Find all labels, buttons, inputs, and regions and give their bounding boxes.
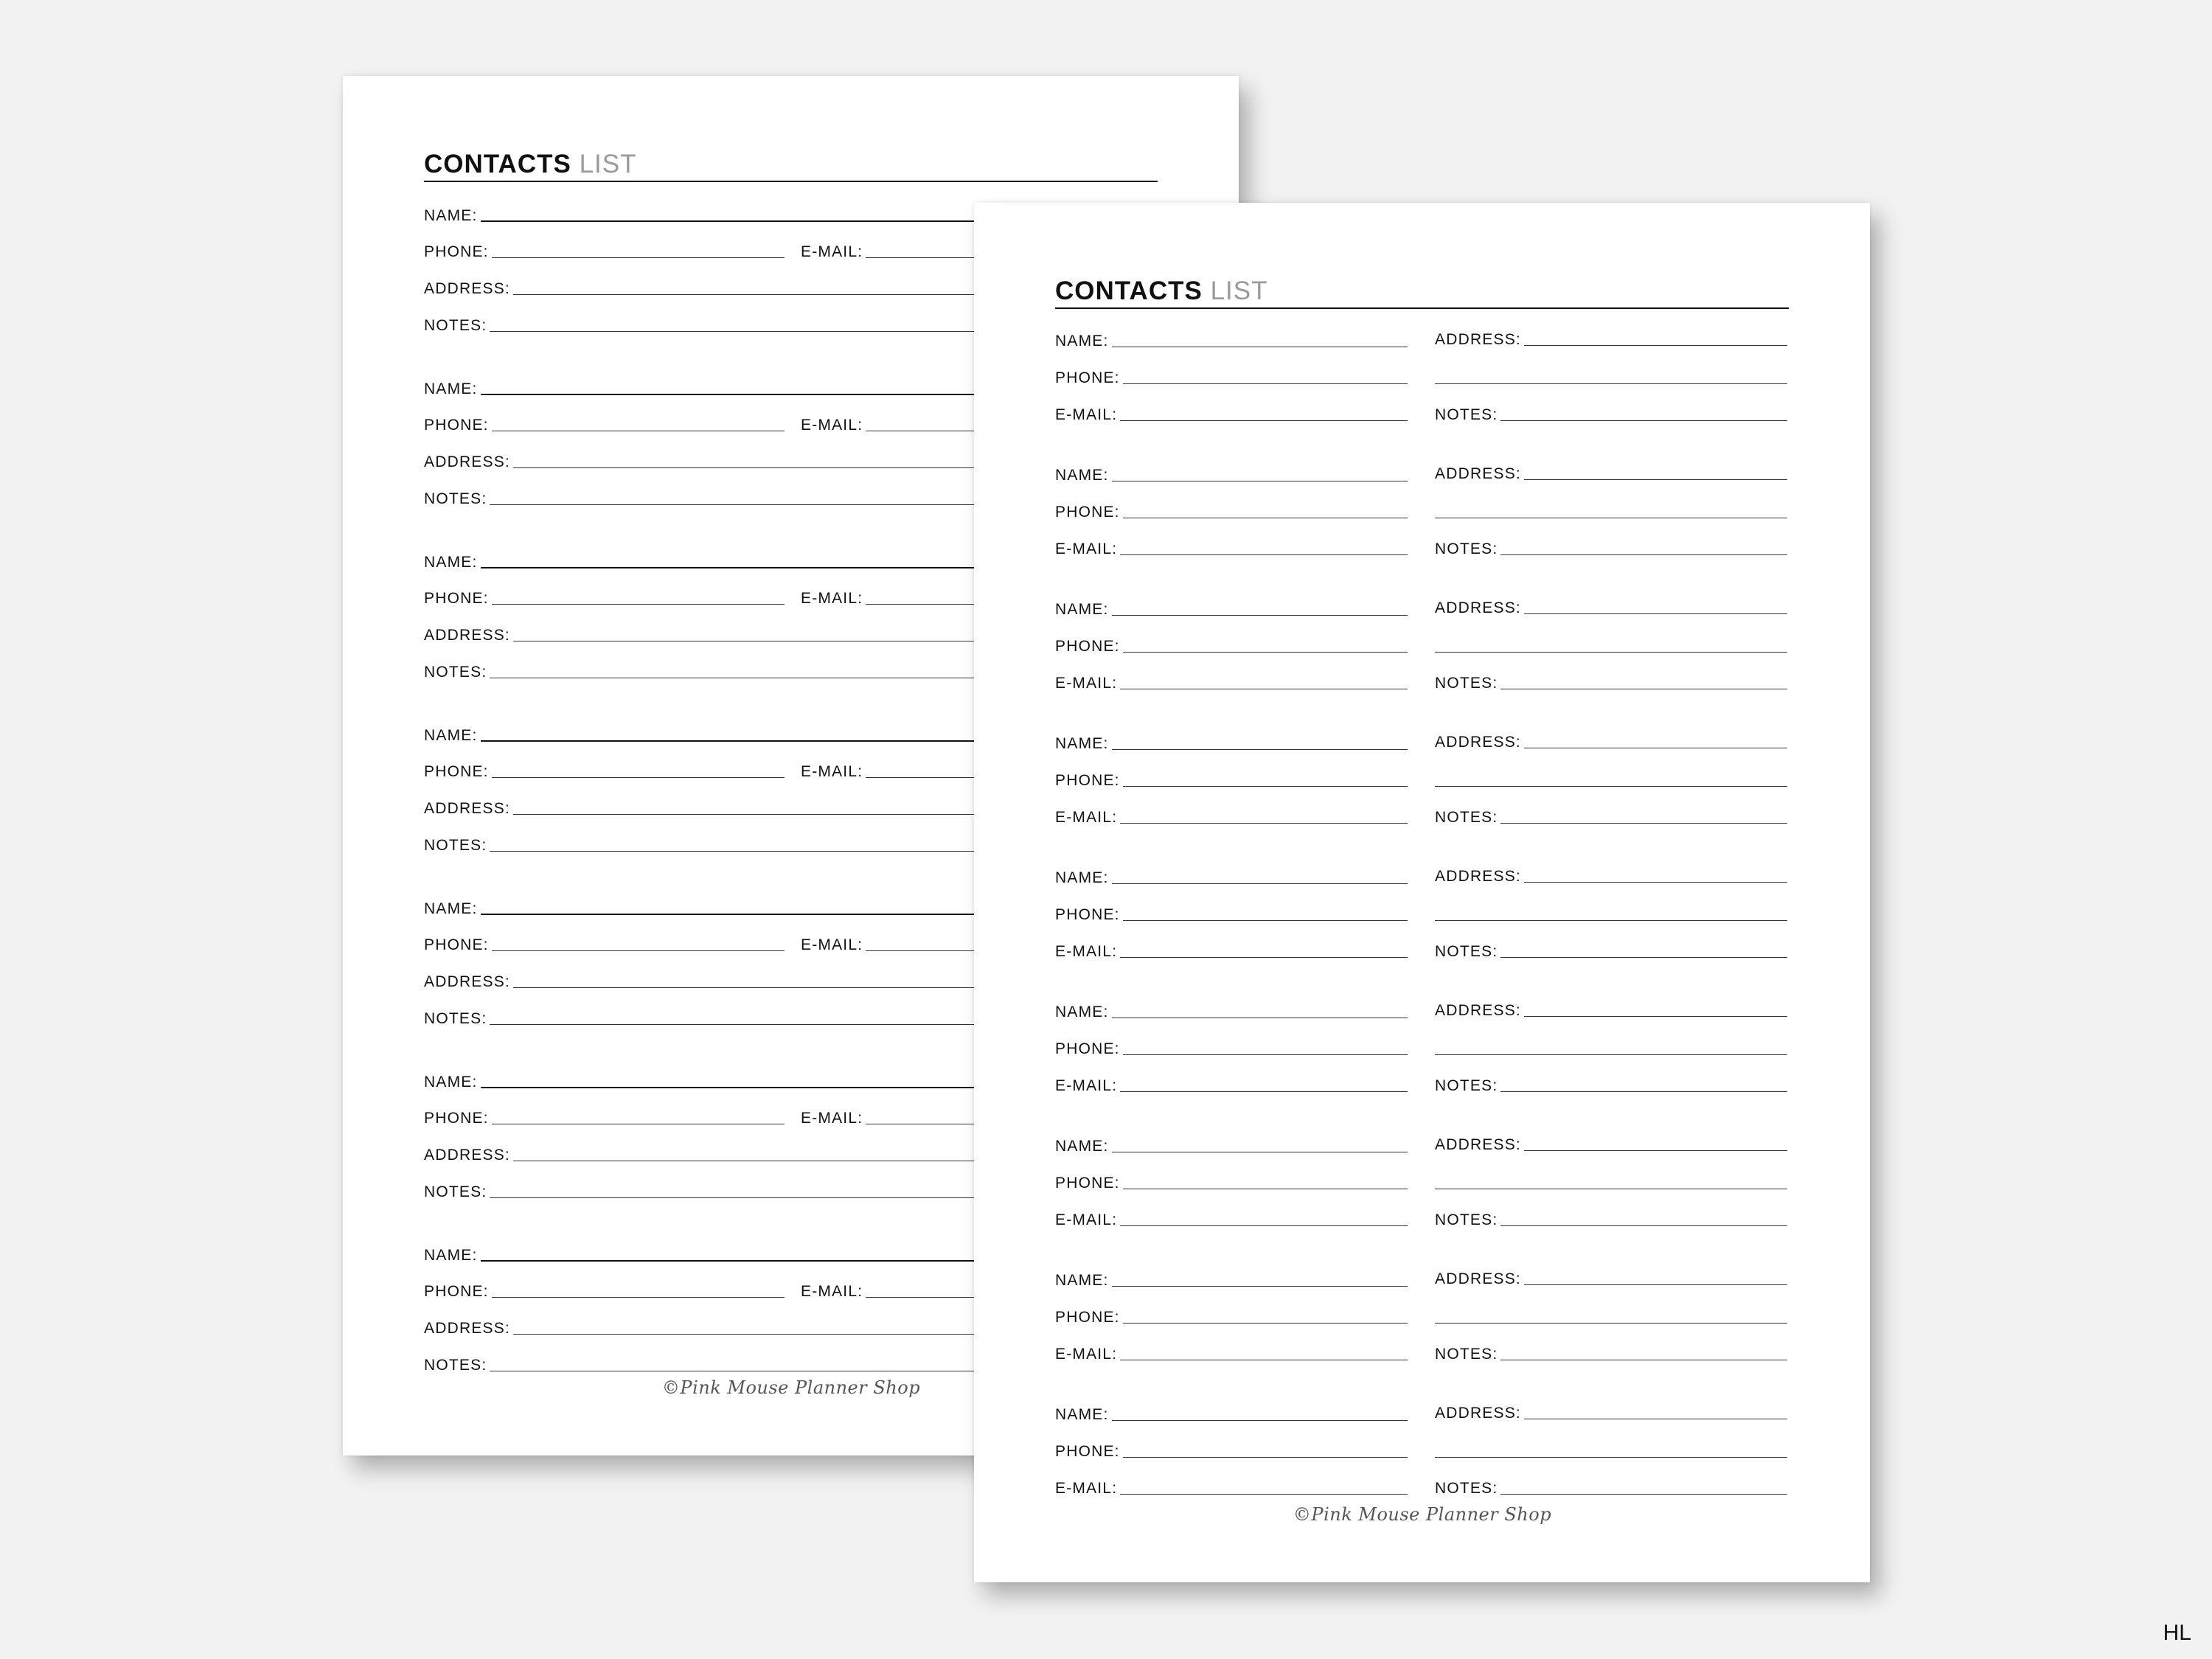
phone-field[interactable]	[1055, 1304, 1408, 1326]
name-field-label: NAME:	[1055, 735, 1109, 752]
phone-field-line[interactable]	[492, 589, 785, 605]
name-field[interactable]	[1055, 1133, 1408, 1155]
phone-field-label: PHONE:	[424, 590, 489, 607]
phone-field-line[interactable]	[1123, 1308, 1408, 1324]
address-field-label: ADDRESS:	[1435, 868, 1521, 885]
email-field-label: E-MAIL:	[1055, 943, 1118, 960]
email-field-label: E-MAIL:	[1055, 809, 1118, 826]
email-field-label: E-MAIL:	[1055, 406, 1118, 423]
title-light: LIST	[579, 150, 637, 178]
notes-field-line[interactable]	[1500, 1077, 1787, 1092]
sheet-title	[424, 148, 1158, 182]
title-light: LIST	[1210, 276, 1268, 305]
address-field-label: ADDRESS:	[1435, 1405, 1521, 1422]
address-field-line[interactable]	[1524, 733, 1787, 748]
phone-field-line[interactable]	[492, 1282, 785, 1298]
address-field-line[interactable]	[1524, 1270, 1787, 1285]
address-extra-line-line[interactable]	[1435, 1308, 1787, 1324]
address-field-label: ADDRESS:	[424, 800, 510, 817]
address-field-label: ADDRESS:	[1435, 331, 1521, 348]
email-field-line[interactable]	[1120, 1479, 1408, 1495]
email-field[interactable]	[1055, 536, 1408, 558]
name-field-line[interactable]	[1112, 332, 1408, 347]
name-field-line[interactable]	[1112, 734, 1408, 750]
phone-field[interactable]	[424, 239, 785, 261]
phone-field-label: PHONE:	[1055, 1309, 1120, 1326]
phone-field-label: PHONE:	[1055, 638, 1120, 655]
address-extra-line[interactable]	[1435, 499, 1787, 521]
email-field-line[interactable]	[1120, 942, 1408, 958]
address-field-line[interactable]	[1524, 1135, 1787, 1151]
notes-field-label: NOTES:	[424, 317, 487, 334]
email-field-line[interactable]	[1120, 540, 1408, 555]
address-extra-line-line[interactable]	[1435, 1442, 1787, 1458]
address-field-line[interactable]	[1524, 867, 1787, 883]
email-field-label: E-MAIL:	[1055, 1211, 1118, 1228]
address-field[interactable]	[1435, 729, 1787, 751]
name-field[interactable]	[1055, 731, 1408, 753]
email-field-label: E-MAIL:	[801, 1110, 863, 1127]
phone-field-label: PHONE:	[424, 936, 489, 953]
name-field-line[interactable]	[1112, 466, 1408, 481]
email-field-line[interactable]	[1120, 808, 1408, 824]
name-field-label: NAME:	[1055, 467, 1109, 484]
phone-field-line[interactable]	[492, 762, 785, 778]
name-field-label: NAME:	[1055, 1272, 1109, 1289]
address-extra-line-line[interactable]	[1435, 771, 1787, 787]
name-field[interactable]	[1055, 1402, 1408, 1424]
address-field-label: ADDRESS:	[1435, 734, 1521, 751]
email-field-label: E-MAIL:	[1055, 1077, 1118, 1094]
email-field[interactable]	[1055, 1475, 1408, 1498]
address-field[interactable]	[1435, 863, 1787, 886]
phone-field-line[interactable]	[1123, 1442, 1408, 1458]
copyright-footer: ©Pink Mouse Planner Shop	[1293, 1504, 1552, 1525]
phone-field[interactable]	[1055, 1036, 1408, 1058]
phone-field-label: PHONE:	[424, 763, 489, 780]
phone-field[interactable]	[424, 1105, 785, 1127]
notes-field-line[interactable]	[1500, 674, 1787, 689]
address-extra-line-line[interactable]	[1435, 1040, 1787, 1055]
notes-field[interactable]	[1435, 939, 1787, 961]
notes-field[interactable]	[1435, 1475, 1787, 1498]
email-field-label: E-MAIL:	[801, 417, 863, 434]
address-field-label: ADDRESS:	[1435, 1136, 1521, 1153]
name-field-label: NAME:	[1055, 869, 1109, 886]
email-field[interactable]	[1055, 1073, 1408, 1095]
email-field[interactable]	[1055, 1207, 1408, 1229]
name-field-label: NAME:	[424, 727, 478, 744]
name-field-line[interactable]	[1112, 869, 1408, 884]
phone-field-line[interactable]	[1123, 637, 1408, 653]
notes-field-line[interactable]	[1500, 406, 1787, 421]
address-field-label: ADDRESS:	[424, 973, 510, 990]
name-field-line[interactable]	[1112, 600, 1408, 616]
name-field-label: NAME:	[424, 380, 478, 397]
notes-field[interactable]	[1435, 670, 1787, 692]
phone-field-label: PHONE:	[1055, 1443, 1120, 1460]
name-field[interactable]	[1055, 1267, 1408, 1290]
name-field[interactable]	[1055, 865, 1408, 887]
name-field[interactable]	[1055, 462, 1408, 484]
notes-field-line[interactable]	[1500, 540, 1787, 555]
address-field-label: ADDRESS:	[1435, 1002, 1521, 1019]
name-field-line[interactable]	[1112, 1003, 1408, 1018]
email-field-line[interactable]	[1120, 1211, 1408, 1226]
address-field-label: ADDRESS:	[1435, 1270, 1521, 1287]
phone-field-label: PHONE:	[424, 1283, 489, 1300]
email-field-line[interactable]	[1120, 406, 1408, 421]
email-field-label: E-MAIL:	[801, 590, 863, 607]
phone-field[interactable]	[424, 1279, 785, 1301]
phone-field-line[interactable]	[492, 416, 785, 431]
email-field-line[interactable]	[1120, 674, 1408, 689]
notes-field-label: NOTES:	[1435, 675, 1498, 692]
name-field-line[interactable]	[1112, 1405, 1408, 1421]
notes-field-label: NOTES:	[424, 1183, 487, 1200]
address-field-label: ADDRESS:	[424, 1147, 510, 1164]
notes-field-line[interactable]	[1500, 1211, 1787, 1226]
phone-field[interactable]	[424, 412, 785, 434]
notes-field-label: NOTES:	[1435, 943, 1498, 960]
address-field-line[interactable]	[1524, 1404, 1787, 1419]
address-extra-line-line[interactable]	[1435, 637, 1787, 653]
notes-field-line[interactable]	[1500, 942, 1787, 958]
phone-field-label: PHONE:	[1055, 1175, 1120, 1192]
email-field-label: E-MAIL:	[1055, 1346, 1118, 1363]
name-field-label: NAME:	[1055, 1004, 1109, 1020]
notes-field-label: NOTES:	[1435, 406, 1498, 423]
address-extra-line[interactable]	[1435, 633, 1787, 655]
title-bold: CONTACTS	[424, 150, 571, 178]
phone-field[interactable]	[1055, 768, 1408, 790]
address-extra-line[interactable]	[1435, 1304, 1787, 1326]
name-field[interactable]	[1055, 999, 1408, 1021]
copyright-footer: ©Pink Mouse Planner Shop	[661, 1377, 921, 1398]
name-field[interactable]	[1055, 328, 1408, 350]
phone-field-label: PHONE:	[424, 243, 489, 260]
phone-field[interactable]	[1055, 1170, 1408, 1192]
phone-field[interactable]	[1055, 633, 1408, 655]
address-field-label: ADDRESS:	[424, 453, 510, 470]
phone-field-line[interactable]	[492, 1109, 785, 1124]
address-field-label: ADDRESS:	[1435, 599, 1521, 616]
notes-field-line[interactable]	[1500, 1345, 1787, 1360]
phone-field-label: PHONE:	[1055, 906, 1120, 923]
notes-field[interactable]	[1435, 804, 1787, 827]
notes-field-line[interactable]	[1500, 808, 1787, 824]
notes-field[interactable]	[1435, 1207, 1787, 1229]
notes-field[interactable]	[1435, 536, 1787, 558]
notes-field-label: NOTES:	[424, 490, 487, 507]
email-field-label: E-MAIL:	[801, 1283, 863, 1300]
address-field-label: ADDRESS:	[424, 1320, 510, 1337]
title-bold: CONTACTS	[1055, 276, 1203, 305]
notes-field-label: NOTES:	[424, 664, 487, 681]
notes-field-label: NOTES:	[1435, 540, 1498, 557]
name-field[interactable]	[1055, 597, 1408, 619]
address-extra-line[interactable]	[1435, 1170, 1787, 1192]
phone-field[interactable]	[1055, 1439, 1408, 1461]
email-field[interactable]	[1055, 402, 1408, 424]
sheet-title	[1055, 275, 1789, 309]
notes-field-label: NOTES:	[424, 1357, 487, 1374]
name-field-label: NAME:	[1055, 333, 1109, 349]
phone-field-label: PHONE:	[1055, 369, 1120, 386]
phone-field[interactable]	[424, 585, 785, 608]
name-field-label: NAME:	[1055, 601, 1109, 618]
email-field-line[interactable]	[1120, 1077, 1408, 1092]
email-field[interactable]	[1055, 1341, 1408, 1363]
email-field-label: E-MAIL:	[801, 243, 863, 260]
notes-field-label: NOTES:	[1435, 809, 1498, 826]
phone-field-line[interactable]	[1123, 503, 1408, 518]
phone-field[interactable]	[1055, 365, 1408, 387]
address-extra-line-line[interactable]	[1435, 905, 1787, 921]
phone-field[interactable]	[424, 759, 785, 781]
email-field-label: E-MAIL:	[1055, 540, 1118, 557]
phone-field-line[interactable]	[492, 243, 785, 258]
address-extra-line[interactable]	[1435, 768, 1787, 790]
notes-field-label: NOTES:	[424, 1010, 487, 1027]
email-field[interactable]	[1055, 939, 1408, 961]
address-extra-line-line[interactable]	[1435, 369, 1787, 384]
phone-field[interactable]	[1055, 499, 1408, 521]
phone-field-line[interactable]	[1123, 905, 1408, 921]
phone-field-line[interactable]	[1123, 771, 1408, 787]
address-field[interactable]	[1435, 595, 1787, 617]
phone-field-line[interactable]	[492, 936, 785, 951]
email-field-label: E-MAIL:	[801, 936, 863, 953]
address-field-line[interactable]	[1524, 599, 1787, 614]
phone-field-label: PHONE:	[1055, 1040, 1120, 1057]
address-field-label: ADDRESS:	[424, 280, 510, 297]
address-extra-line-line[interactable]	[1435, 1174, 1787, 1189]
address-extra-line[interactable]	[1435, 902, 1787, 924]
address-field[interactable]	[1435, 327, 1787, 349]
address-extra-line[interactable]	[1435, 365, 1787, 387]
address-field-line[interactable]	[1524, 330, 1787, 346]
email-field[interactable]	[1055, 670, 1408, 692]
notes-field-line[interactable]	[1500, 1479, 1787, 1495]
address-field-line[interactable]	[1524, 465, 1787, 480]
phone-field-line[interactable]	[1123, 1174, 1408, 1189]
address-field-label: ADDRESS:	[424, 627, 510, 644]
notes-field-label: NOTES:	[424, 837, 487, 854]
phone-field-label: PHONE:	[1055, 772, 1120, 789]
notes-field-label: NOTES:	[1435, 1077, 1498, 1094]
name-field-line[interactable]	[1112, 1271, 1408, 1287]
email-field-label: E-MAIL:	[1055, 1480, 1118, 1497]
address-field[interactable]	[1435, 1400, 1787, 1422]
email-field-line[interactable]	[1120, 1345, 1408, 1360]
notes-field-label: NOTES:	[1435, 1480, 1498, 1497]
name-field-label: NAME:	[424, 900, 478, 917]
address-field[interactable]	[1435, 1266, 1787, 1288]
address-extra-line[interactable]	[1435, 1439, 1787, 1461]
corner-tag: HL	[2163, 1621, 2191, 1645]
notes-field[interactable]	[1435, 1341, 1787, 1363]
name-field-label: NAME:	[424, 554, 478, 571]
address-extra-line[interactable]	[1435, 1036, 1787, 1058]
phone-field-label: PHONE:	[1055, 504, 1120, 521]
notes-field-label: NOTES:	[1435, 1346, 1498, 1363]
contacts-sheet-front	[974, 203, 1870, 1582]
name-field-label: NAME:	[424, 207, 478, 224]
name-field-label: NAME:	[1055, 1406, 1109, 1423]
name-field-label: NAME:	[1055, 1138, 1109, 1155]
address-field[interactable]	[1435, 998, 1787, 1020]
email-field-label: E-MAIL:	[1055, 675, 1118, 692]
address-field-label: ADDRESS:	[1435, 465, 1521, 482]
name-field-label: NAME:	[424, 1074, 478, 1091]
phone-field[interactable]	[1055, 902, 1408, 924]
phone-field[interactable]	[424, 932, 785, 954]
email-field-label: E-MAIL:	[801, 763, 863, 780]
address-field[interactable]	[1435, 1132, 1787, 1154]
phone-field-line[interactable]	[1123, 1040, 1408, 1055]
phone-field-line[interactable]	[1123, 369, 1408, 384]
notes-field-label: NOTES:	[1435, 1211, 1498, 1228]
address-extra-line-line[interactable]	[1435, 503, 1787, 518]
phone-field-label: PHONE:	[424, 1110, 489, 1127]
phone-field-label: PHONE:	[424, 417, 489, 434]
notes-field[interactable]	[1435, 402, 1787, 424]
address-field-line[interactable]	[1524, 1001, 1787, 1017]
name-field-line[interactable]	[1112, 1137, 1408, 1152]
name-field-label: NAME:	[424, 1247, 478, 1264]
email-field[interactable]	[1055, 804, 1408, 827]
address-field[interactable]	[1435, 461, 1787, 483]
notes-field[interactable]	[1435, 1073, 1787, 1095]
